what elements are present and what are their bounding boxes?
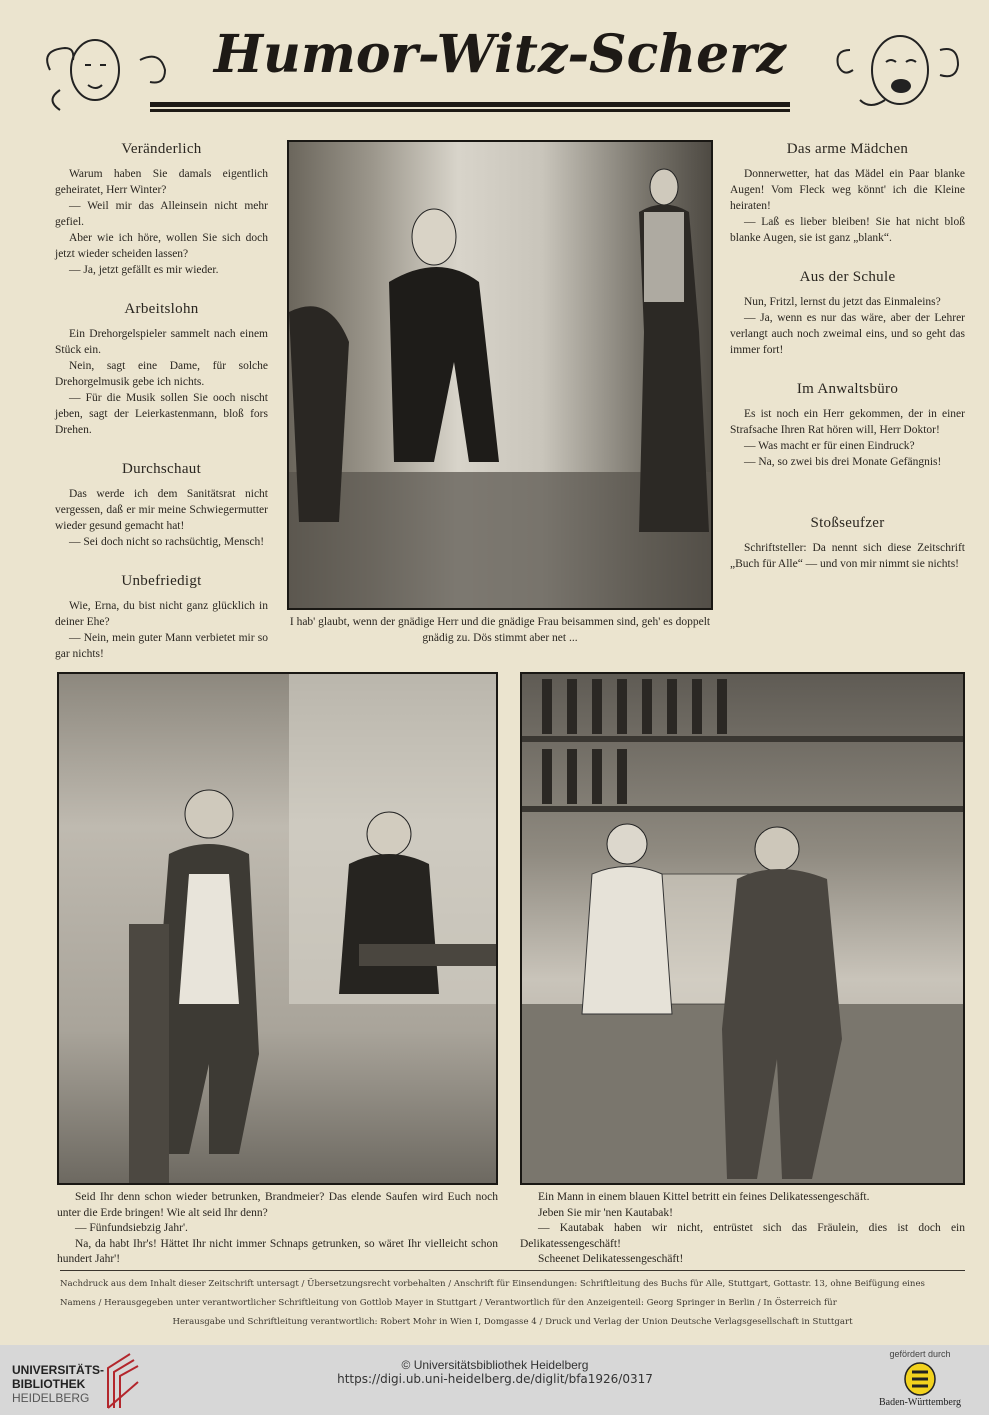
copyright-block	[300, 1358, 690, 1386]
joke-text: — Für die Musik sollen Sie ooch nischt jeben, sagt der Leierkastenmann, bloß fors Drehen.	[55, 392, 268, 436]
legal-line: Nachdruck aus dem Inhalt dieser Zeitschrift untersagt / Übersetzungsrecht vorbehalten / Anschrift für Einsendungen: Schriftleitung des Buchs für Alle, Stuttgart, Gottastr. 13, ohne Beifügung eines	[60, 1279, 925, 1289]
joke-anwaltsbuero	[730, 380, 965, 470]
illustration-eavesdropping	[287, 140, 713, 610]
joke-title: Aus der Schule	[799, 269, 896, 285]
library-footer	[0, 1345, 989, 1415]
joke-title: Das arme Mädchen	[786, 141, 909, 157]
legal-line: Herausgabe und Schriftleitung verantwortlich: Robert Mohr in Wien I, Domgasse 4 / Druck und Verlag der Union Deutsche Verlagsgesellschaft in Stuttgart	[172, 1317, 853, 1327]
joke-text: Wie, Erna, du bist nicht ganz glücklich in deiner Ehe?	[55, 600, 268, 628]
bottom-left-caption	[57, 1190, 498, 1268]
joke-text: Es ist noch ein Herr gekommen, der in einer Strafsache Ihren Rat hören will, Herr Doktor!	[730, 408, 965, 436]
caption-text: — Kautabak haben wir nicht, entrüstet sich das Fräulein, dies ist doch ein Delikatessengeschäft!	[520, 1222, 965, 1250]
joke-title: Unbefriedigt	[121, 573, 202, 589]
joke-text: — Weil mir das Alleinsein nicht mehr gefiel.	[55, 200, 268, 228]
copyright-text: © Universitätsbibliothek Heidelberg	[401, 1358, 589, 1372]
caption-text: Ein Mann in einem blauen Kittel betritt ein feines Delikatessengeschäft.	[538, 1191, 870, 1203]
joke-unbefriedigt	[55, 572, 268, 662]
caption-text: — Fünfundsiebzig Jahr'.	[75, 1222, 188, 1234]
library-logo-text	[12, 1363, 104, 1405]
joke-title: Stoßseufzer	[810, 515, 885, 531]
illustration-drunkard	[57, 672, 498, 1185]
caption-text: Na, da habt Ihr's! Hättet Ihr nicht immer Schnaps getrunken, so wäret Ihr vielleicht schon hundert Jahr'!	[57, 1237, 498, 1265]
joke-arbeitslohn	[55, 300, 268, 438]
right-column	[730, 140, 965, 594]
illustration-drawing	[289, 142, 713, 610]
logo-line: HEIDELBERG	[12, 1391, 90, 1405]
baden-wuerttemberg-crest-icon	[903, 1362, 937, 1396]
joke-text: Nein, sagt eine Dame, für solche Drehorgelmusik gebe ich nichts.	[55, 360, 268, 388]
joke-text: Nun, Fritzl, lernst du jetzt das Einmaleins?	[744, 296, 941, 308]
joke-title: Im Anwaltsbüro	[796, 381, 899, 397]
laughing-face-right-icon	[830, 20, 960, 115]
joke-title: Durchschaut	[121, 461, 202, 477]
illustration-drawing	[522, 674, 965, 1185]
caption-text: Jeben Sie mir 'nen Kautabak!	[538, 1206, 673, 1219]
joke-text: Ein Drehorgelspieler sammelt nach einem Stück ein.	[55, 328, 268, 356]
joke-text: Aber wie ich höre, wollen Sie sich doch jetzt wieder scheiden lassen?	[55, 232, 268, 260]
joke-text: — Sei doch nicht so rachsüchtig, Mensch!	[69, 536, 265, 548]
sponsor-name: Baden-Württemberg	[878, 1397, 961, 1408]
sponsor-label: gefördert durch	[889, 1349, 951, 1359]
logo-line: UNIVERSITÄTS-	[12, 1363, 105, 1377]
library-logo-icon	[100, 1350, 145, 1412]
permalink[interactable]: https://digi.ub.uni-heidelberg.de/diglit/bfa1926/0317	[337, 1372, 653, 1386]
caption-text: Scheenet Delikatessengeschäft!	[538, 1253, 684, 1265]
joke-text: Warum haben Sie damals eigentlich geheiratet, Herr Winter?	[55, 168, 268, 196]
caption-text: I hab' glaubt, wenn der gnädige Herr und die gnädige Frau beisammen sind, geh' es doppelt gnädig zu. Dös stimmt aber net ...	[289, 616, 711, 644]
joke-text: — Na, so zwei bis drei Monate Gefängnis!	[744, 456, 942, 468]
illustration-drawing	[59, 674, 498, 1185]
joke-text: Schriftsteller: Da nennt sich diese Zeitschrift „Buch für Alle“ — und von mir nimmt sie nichts!	[730, 542, 965, 570]
masthead-title: Humor-Witz-Scherz	[213, 24, 787, 85]
joke-text: — Nein, mein guter Mann verbietet mir so gar nichts!	[55, 632, 268, 660]
joke-aus-der-schule	[730, 268, 965, 358]
laughing-face-left-icon	[40, 20, 170, 115]
joke-text: — Ja, jetzt gefällt es mir wieder.	[69, 264, 219, 276]
center-caption	[287, 615, 713, 646]
masthead	[40, 0, 960, 120]
bottom-right-caption	[520, 1190, 965, 1268]
joke-text: — Laß es lieber bleiben! Sie hat nicht bloß blanke Augen, sie ist ganz „blank“.	[730, 216, 965, 244]
legal-line: Namens / Herausgegeben unter verantwortlicher Schriftleitung von Gottlob Mayer in Stuttgart / Verantwortlich für den Anzeigenteil: Georg Springer in Berlin / In Österreich für	[60, 1298, 837, 1308]
joke-durchschaut	[55, 460, 268, 550]
illustration-delicatessen	[520, 672, 965, 1185]
caption-text: Seid Ihr denn schon wieder betrunken, Brandmeier? Das elende Saufen wird Euch noch unter die Erde bringen! Wie alt seid Ihr denn?	[57, 1191, 498, 1219]
masthead-rule	[150, 102, 790, 109]
joke-veraenderlich	[55, 140, 268, 278]
legal-notice	[60, 1270, 965, 1332]
joke-title: Arbeitslohn	[124, 301, 199, 317]
joke-text: — Was macht er für einen Eindruck?	[744, 440, 915, 452]
joke-arme-maedchen	[730, 140, 965, 246]
joke-text: — Ja, wenn es nur das wäre, aber der Lehrer verlangt auch noch zweimal eins, und so geht das immer fort!	[730, 312, 965, 356]
joke-stossseufzer	[730, 514, 965, 572]
logo-line: BIBLIOTHEK	[12, 1377, 86, 1391]
joke-title: Veränderlich	[121, 141, 202, 157]
joke-text: Das werde ich dem Sanitätsrat nicht vergessen, daß er mir meine Schwiegermutter wieder gesund gemacht hat!	[55, 488, 268, 532]
joke-text: Donnerwetter, hat das Mädel ein Paar blanke Augen! Vom Fleck weg könnt' ich die Kleine heiraten!	[730, 168, 965, 212]
left-column	[55, 140, 268, 684]
